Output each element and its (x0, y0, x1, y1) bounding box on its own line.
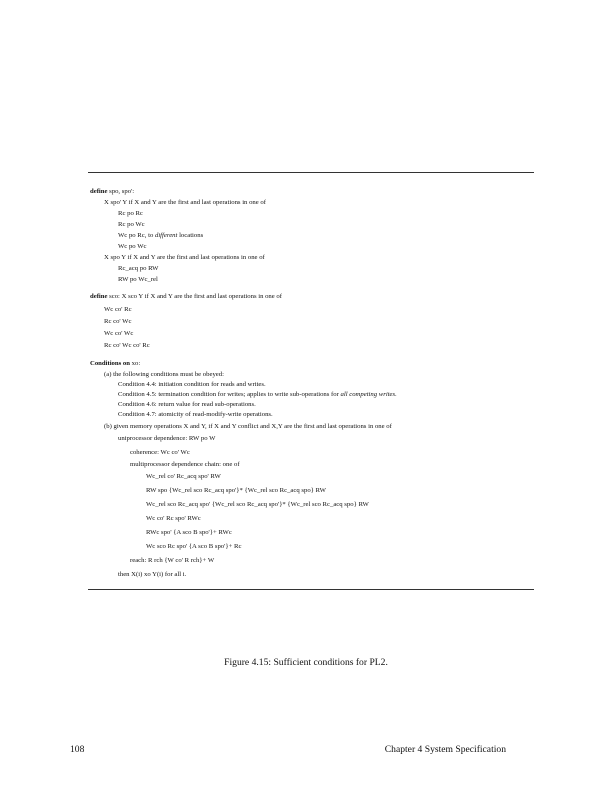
def2-item: Rc co' Wc co' Rc (104, 342, 150, 349)
def2-condition: X sco Y if X and Y are the first and last operations in one of (121, 293, 282, 300)
def1-clause2: X spo Y if X and Y are the first and last operations in one of (104, 254, 265, 261)
def2-item: Rc co' Wc (104, 318, 132, 325)
conditions-b-uniprocessor: uniprocessor dependence: RW po W (118, 435, 216, 442)
def2-item: Wc co' Wc (104, 330, 134, 337)
def1-item: Rc po Rc (118, 210, 143, 217)
conditions-b-coherence: coherence: Wc co' Wc (130, 449, 190, 456)
def2-item: Wc co' Rc (104, 306, 132, 313)
conditions-then: then X(i) xo Y(i) for all i. (118, 571, 187, 578)
running-footer-chapter: Chapter 4 System Specification (384, 744, 506, 755)
conditions-b-multi-item: Wc sco Rc spo' {A sco B spo'}+ Rc (146, 543, 242, 550)
conditions-a-item (118, 391, 397, 399)
conditions-b-reach: reach: R rch {W co' R rch}+ W (130, 557, 215, 564)
conditions-b-multi-item: Wc_rel sco Rc_acq spo' {Wc_rel sco Rc_acq spo'}* {Wc_rel sco Rc_acq spo} RW (146, 501, 369, 508)
def2-keyword: define (90, 293, 108, 300)
conditions-a-intro: (a) the following conditions must be obeyed: (104, 371, 224, 378)
conditions-a-item-emphasis: all competing writes. (340, 391, 397, 398)
conditions-a-item: Condition 4.7: atomicity of read-modify-write operations. (118, 411, 273, 418)
def1-item: Wc po Wc (118, 243, 147, 250)
def1-item: Rc po Wc (118, 221, 145, 228)
figure-caption: Figure 4.15: Sufficient conditions for PL2. (224, 657, 388, 668)
conditions-keyword: Conditions on (90, 360, 130, 367)
conditions-header (90, 360, 140, 368)
conditions-b-multi-item: Wc co' Rc spo' RWc (146, 515, 201, 522)
conditions-relation: xo: (131, 360, 141, 367)
def1-clause1: X spo' Y if X and Y are the first and last operations in one of (104, 199, 266, 206)
conditions-a-item: Condition 4.4: initiation condition for reads and writes. (118, 381, 266, 388)
conditions-b-multi-item: Wc_rel co' Rc_acq spo' RW (146, 473, 221, 480)
def1-item: Rc_acq po RW (118, 265, 159, 272)
def1-item: RW po Wc_rel (118, 276, 158, 283)
conditions-b-multi-header: multiprocessor dependence chain: one of (130, 461, 240, 468)
def1-item-tail: locations (179, 232, 204, 239)
conditions-b-multi-item: RWc spo' {A sco B spo'}+ RWc (146, 529, 232, 536)
conditions-a-item-text: Condition 4.5: termination condition for writes; applies to write sub-operations for (118, 391, 339, 398)
def1-emphasis: different (154, 232, 178, 239)
def1-relations: spo, spo': (109, 188, 135, 195)
figure-top-rule (88, 172, 534, 173)
def1-header (90, 188, 134, 196)
def1-keyword: define (90, 188, 108, 195)
def2-relation: sco: (109, 293, 120, 300)
conditions-b-multi-item: RW spo {Wc_rel sco Rc_acq spo'}* {Wc_rel sco Rc_acq spo} RW (146, 487, 326, 494)
conditions-a-item: Condition 4.6: return value for read sub-operations. (118, 401, 256, 408)
def2-header (90, 293, 282, 301)
figure-bottom-rule (88, 589, 534, 590)
def1-item (118, 232, 203, 240)
def1-item-text: Wc po Rc, to (118, 232, 154, 239)
conditions-b-intro: (b) given memory operations X and Y, if X and Y conflict and X,Y are the first and last operations in one of (104, 423, 392, 430)
page-number: 108 (70, 744, 85, 755)
